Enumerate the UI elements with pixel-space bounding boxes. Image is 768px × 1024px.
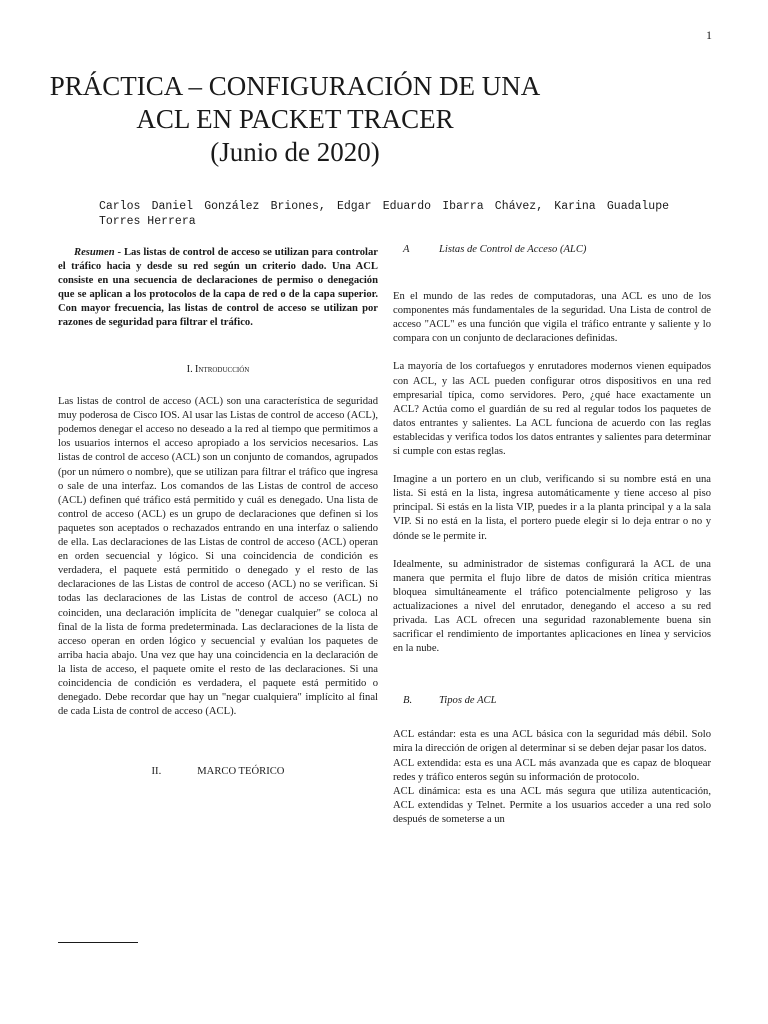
subsection-letter: B.: [403, 695, 413, 707]
paper-title: [0, 70, 590, 169]
paragraph: La mayoría de los cortafuegos y enrutadores modernos vienen equipados con ACL, y las ACL pueden configurar otros dispositivos en una red empresarial típica, como servidores. Pero, ¿qué hace exactamente un ACL? Actúa como el guardián de su red al regular todos los paquetes de datos entrantes y salientes. La ACL funciona de acuerdo con las reglas establecidas y verifica todos los datos entrantes y salientes para determinar si cumple con estas reglas.: [393, 361, 711, 458]
section-heading-marco-teorico: [58, 765, 378, 779]
section-heading-introduccion: [58, 363, 378, 377]
section-number: I.: [186, 364, 193, 375]
abstract: [58, 246, 378, 330]
acl-type-item: ACL dinámica: esta es una ACL más segura que utiliza autenticación, ACL extendidas y Telnet. Permite a los usuarios acceder a una red solo después de someterse a un: [393, 785, 711, 825]
subsection-heading-a: [393, 243, 711, 257]
paragraph: En el mundo de las redes de computadoras, una ACL es uno de los componentes más fundamentales de la seguridad. Una Lista de control de acceso "ACL" es una función que vigila el tráfico entrante y saliente y lo compara con un conjunto de declaraciones definidas.: [393, 291, 711, 345]
subsection-letter: A: [403, 244, 410, 255]
abstract-lead: Resumen: [74, 247, 115, 258]
subsection-title: Tipos de ACL: [439, 695, 497, 707]
right-column: [393, 241, 711, 827]
title-line-1: PRÁCTICA – CONFIGURACIÓN DE UNA: [49, 71, 541, 101]
title-line-2: ACL EN PACKET TRACER: [136, 104, 454, 134]
paragraph: Imagine a un portero en un club, verificando si su nombre está en una lista. Si está en la lista, ingresa automáticamente y tiene acceso al piso principal. Si estás en la lista VIP, puedes ir a la planta principal y a la sala VIP. Si no está en la lista, el portero puede elegir si lo deja entrar o no y dónde se le permite ir.: [393, 474, 711, 542]
left-column: [58, 246, 378, 779]
section-title: MARCO TEÓRICO: [197, 766, 285, 778]
author-list: Carlos Daniel González Briones, Edgar Eduardo Ibarra Chávez, Karina Guadalupe Torres Herrera: [99, 200, 669, 228]
title-line-3: (Junio de 2020): [210, 137, 380, 167]
subsection-title: Listas de Control de Acceso (ALC): [439, 244, 587, 255]
subsection-heading-b: [393, 694, 711, 708]
section-number: II.: [151, 766, 162, 778]
acl-type-item: ACL estándar: esta es una ACL básica con la seguridad más débil. Solo mira la dirección de origen al determinar si se deben dejar pasar los datos.: [393, 729, 711, 755]
page-number: 1: [706, 28, 712, 42]
abstract-text: - Las listas de control de acceso se utilizan para controlar el tráfico hacia y desde su red según un criterio dado. Una ACL consiste en una secuencia de declaraciones de permiso o denegación que se aplican a los protocolos de la capa de red o de la capa superior. Con mayor frecuencia, las listas de control de acceso se utilizan por razones de seguridad para filtrar el tráfico.: [58, 247, 378, 328]
section-title: Introducción: [194, 364, 250, 375]
paragraph: Idealmente, su administrador de sistemas configurará la ACL de una manera que permita el flujo libre de datos de misión crítica mientras bloquea simultáneamente el tráfico potencialmente peligroso y las actualizaciones a nivel del enrutador, denegando el acceso a su red privada. Las ACL ofrecen una seguridad razonablemente buena sin sacrificar el rendimiento de importantes aplicaciones en línea y servicios en la nube.: [393, 558, 711, 655]
acl-type-item: ACL extendida: esta es una ACL más avanzada que es capaz de bloquear redes y tráfico enteros según su información de protocolo.: [393, 757, 711, 783]
introduction-body: Las listas de control de acceso (ACL) son una característica de seguridad muy poderosa de Cisco IOS. Al usar las Listas de control de acceso (ACL), podemos denegar el acceso no deseado a la red al tiempo que permitimos a los usuarios internos el acceso apropiado a los servicios necesarios. Las listas de control de acceso (ACL) son un conjunto de comandos, agrupados (por un número o nombre), que se utilizan para filtrar el tráfico que ingresa o sale de una interfaz. Los comandos de las Listas de control de acceso (ACL) definen qué tráfico está permitido y cuál es denegado. Una lista de control de acceso (ACL) es un grupo de declaraciones que definen si los paquetes son aceptados o rechazados entrando en una interfaz o saliendo de ella. Las declaraciones de las Listas de control de acceso (ACL) operan en orden secuencial y lógico. Si una coincidencia de condición es verdadera, el paquete está permitido o denegado y el resto de las declaraciones de las Listas de control de acceso (ACL) no se verifican. Si todas las declaraciones de las Listas de control de acceso (ACL) no coinciden, una declaración implícita de "denegar cualquier" se coloca al final de la lista de forma predeterminada. Las declaraciones de la lista de acceso operan en orden lógico y secuencial y evalúan los paquetes de arriba hacia abajo. Una vez que hay una coincidencia en la declaración de la lista de acceso, el paquete omite el resto de las declaraciones. Si una coincidencia de condición es verdadera, el paquete está permitido o denegado. Debe recordar que hay un "negar cualquiera" implícito al final de cada Lista de control de acceso (ACL).: [58, 396, 378, 718]
footnote-rule: [58, 942, 138, 943]
